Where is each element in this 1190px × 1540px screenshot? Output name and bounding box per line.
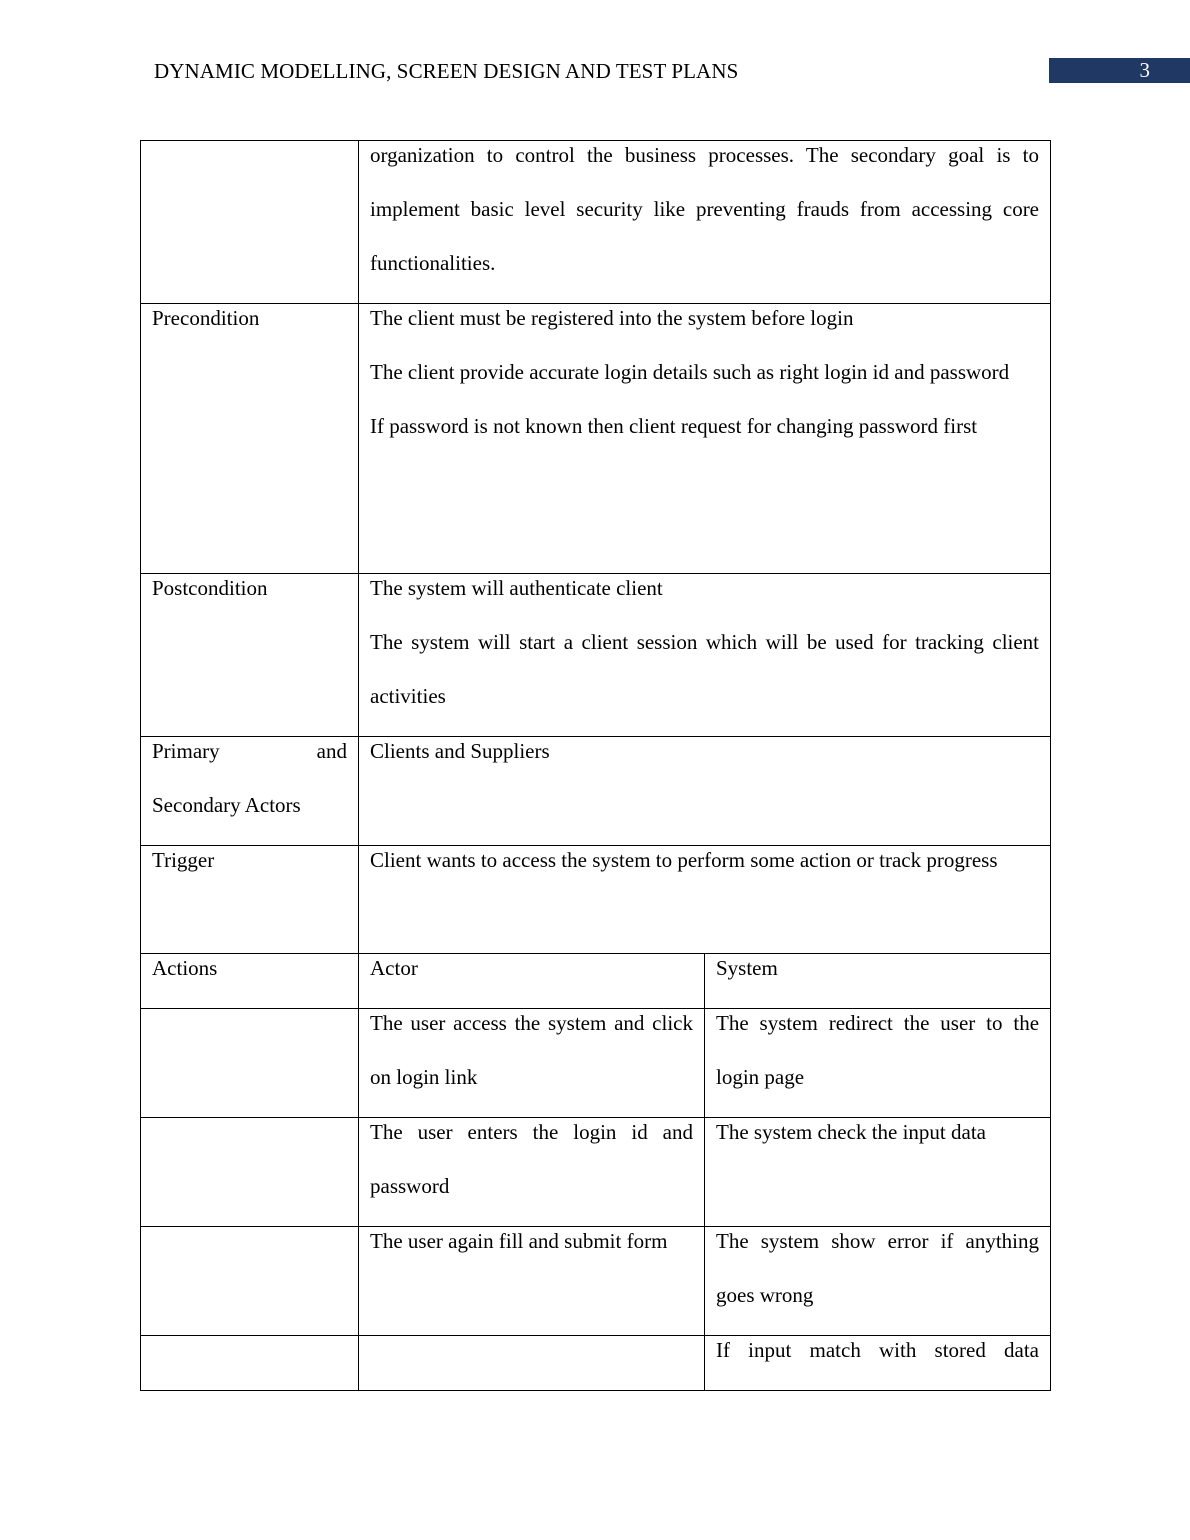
- empty-label-cell: [141, 1118, 359, 1227]
- actor-step-cell: [359, 1227, 705, 1336]
- system-step-cell: [705, 1009, 1051, 1118]
- table-row-actors: [141, 737, 1051, 846]
- use-case-table: [140, 140, 1051, 1391]
- system-step-cell: [705, 1336, 1051, 1391]
- actor-step-text: The user enters the login id and password: [370, 1120, 693, 1198]
- row-label-cell: [141, 846, 359, 954]
- trigger-label: Trigger: [152, 848, 215, 872]
- table-row-intro: [141, 141, 1051, 304]
- actor-step-cell: [359, 1009, 705, 1118]
- page-number: 3: [1139, 58, 1150, 82]
- table-row-action-step: [141, 1336, 1051, 1391]
- actor-step-text: The user again fill and submit form: [370, 1229, 668, 1253]
- precondition-cell: [359, 304, 1051, 574]
- precondition-line: If password is not known then client request for changing password first: [370, 414, 978, 438]
- page-header-title: DYNAMIC MODELLING, SCREEN DESIGN AND TEST PLANS: [154, 59, 739, 83]
- postcondition-cell: [359, 574, 1051, 737]
- system-step-text: The system redirect the user to the login page: [716, 1011, 1040, 1089]
- table-row-postcondition: [141, 574, 1051, 737]
- row-label-cell: [141, 304, 359, 574]
- system-step-cell: [705, 1227, 1051, 1336]
- precondition-line: The client must be registered into the system before login: [370, 306, 854, 330]
- actors-text: Clients and Suppliers: [370, 739, 550, 763]
- actor-step-cell: [359, 1336, 705, 1391]
- table-row-action-step: [141, 1009, 1051, 1118]
- page-number-badge: [1049, 58, 1190, 83]
- postcondition-line: The system will start a client session which will be used for tracking client activities: [370, 630, 1040, 708]
- system-column-header: System: [716, 956, 778, 980]
- empty-label-cell: [141, 1009, 359, 1118]
- actors-label: Primary and Secondary Actors: [152, 739, 347, 817]
- table-row-action-step: [141, 1118, 1051, 1227]
- row-label-cell: [141, 141, 359, 304]
- row-label-cell: [141, 574, 359, 737]
- actor-step-text: The user access the system and click on login link: [370, 1011, 693, 1089]
- system-step-text: The system check the input data: [716, 1120, 986, 1144]
- table-row-precondition: [141, 304, 1051, 574]
- empty-label-cell: [141, 1336, 359, 1391]
- row-label: [152, 128, 347, 141]
- actors-cell: [359, 737, 1051, 846]
- actor-step-text: [370, 1323, 693, 1336]
- precondition-line: The client provide accurate login details such as right login id and password: [370, 360, 1010, 384]
- table-row-trigger: [141, 846, 1051, 954]
- actor-step-cell: [359, 1118, 705, 1227]
- description-cell: [359, 141, 1051, 304]
- actor-column-header: Actor: [370, 956, 418, 980]
- precondition-label: Precondition: [152, 306, 260, 330]
- postcondition-label: Postcondition: [152, 576, 268, 600]
- trigger-cell: [359, 846, 1051, 954]
- system-step-cell: [705, 1118, 1051, 1227]
- trigger-text: Client wants to access the system to perform some action or track progress: [370, 848, 998, 872]
- system-step-text: The system show error if anything goes wrong: [716, 1229, 1040, 1307]
- empty-label-cell: [141, 1227, 359, 1336]
- description-text: organization to control the business processes. The secondary goal is to implement basic level security like preventing frauds from accessing core functionalities.: [370, 143, 1040, 275]
- row-label-cell: [141, 737, 359, 846]
- system-step-text: If input match with stored data: [716, 1338, 1040, 1362]
- postcondition-line: The system will authenticate client: [370, 576, 663, 600]
- row-label-cell: [141, 954, 359, 1009]
- table-row-action-step: [141, 1227, 1051, 1336]
- actions-label: Actions: [152, 956, 218, 980]
